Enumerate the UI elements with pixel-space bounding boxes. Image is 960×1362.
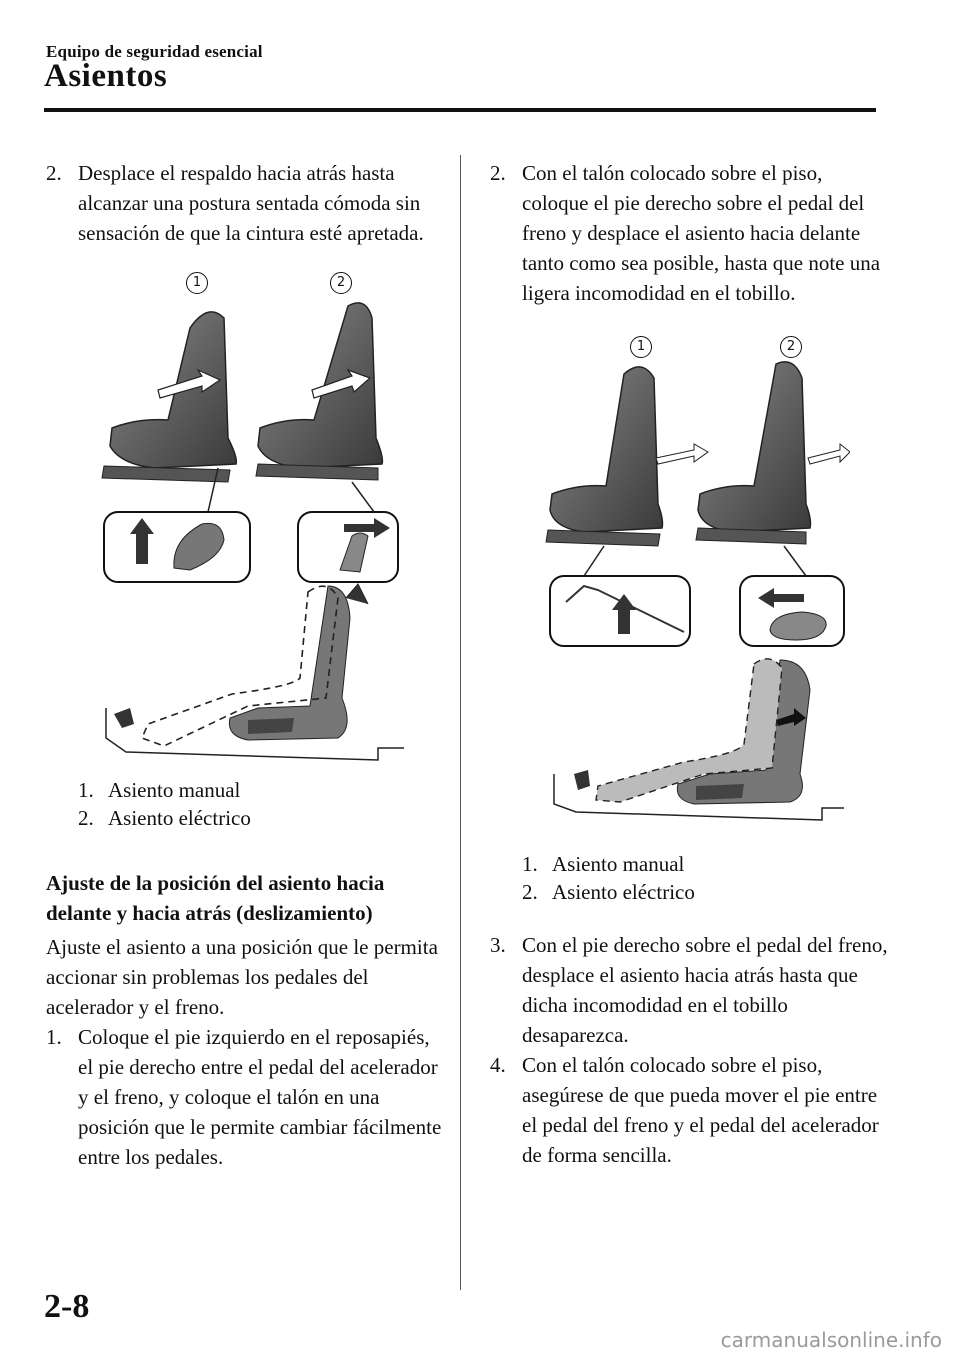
power-switch-detail	[298, 482, 398, 582]
manual-seat-image	[546, 367, 708, 546]
step-number: 3.	[490, 933, 506, 957]
step-text: Con el talón colocado sobre el piso, asegúrese de que pueda mover el pie entre el pedal del freno y el pedal del acelerador de forma sencilla.	[522, 1053, 879, 1167]
right-step-3	[490, 930, 890, 1050]
left-caption-1: 1. Asiento manual	[78, 778, 241, 802]
power-switch-detail	[740, 546, 844, 646]
step-number: 2.	[46, 161, 62, 185]
page-number: 2-8	[44, 1288, 90, 1325]
seated-driver-diagram	[554, 659, 844, 820]
watermark: carmanualsonline.info	[720, 1328, 942, 1352]
step-text: Desplace el respaldo hacia atrás hasta alcanzar una postura sentada cómoda sin sensación de que la cintura esté apretada.	[78, 161, 424, 245]
section-heading: Ajuste de la posición del asiento hacia delante y hacia atrás (deslizamiento)	[46, 871, 385, 925]
right-step-2	[490, 158, 890, 308]
left-caption-2: 2. Asiento eléctrico	[78, 806, 251, 830]
right-caption-2: 2. Asiento eléctrico	[522, 880, 695, 904]
intro-paragraph: Ajuste el asiento a una posición que le permita accionar sin problemas los pedales del acelerador y el freno.	[46, 935, 438, 1019]
slide-figure	[544, 334, 850, 834]
callout-1: 1	[630, 336, 652, 358]
step-number: 4.	[490, 1053, 506, 1077]
step-text: Con el talón colocado sobre el piso, coloque el pie derecho sobre el pedal del freno y desplace el asiento hacia delante tanto como sea posible, hasta que note una ligera incomodidad en el tobillo.	[522, 161, 881, 305]
header-rule	[44, 108, 876, 112]
right-step-4	[490, 1050, 890, 1170]
step-text: Con el pie derecho sobre el pedal del freno, desplace el asiento hacia atrás hasta que dicha incomodidad en el tobillo desaparezca.	[522, 933, 888, 1047]
step-text: Coloque el pie izquierdo en el reposapiés, el pie derecho entre el pedal del acelerador y el freno, y coloque el talón en una posición que le permite cambiar fácilmente entre los pedales.	[78, 1025, 442, 1169]
right-caption-1: 1. Asiento manual	[522, 852, 685, 876]
manual-lever-detail	[104, 468, 250, 582]
manual-seat-image	[102, 312, 236, 482]
left-step-1	[46, 1022, 446, 1172]
backrest-figure	[98, 268, 410, 774]
callout-2: 2	[780, 336, 802, 358]
left-step-2	[46, 158, 446, 248]
step-number: 2.	[490, 161, 506, 185]
power-seat-image	[696, 362, 850, 544]
page-title: Asientos	[44, 58, 168, 94]
column-divider	[460, 155, 461, 1290]
callout-2: 2	[330, 272, 352, 294]
power-seat-image	[256, 303, 382, 480]
manual-bar-detail	[550, 546, 690, 646]
seated-driver-diagram	[106, 584, 404, 760]
step-number: 1.	[46, 1025, 62, 1049]
section-label: Equipo de seguridad esencial	[46, 42, 263, 61]
callout-1: 1	[186, 272, 208, 294]
